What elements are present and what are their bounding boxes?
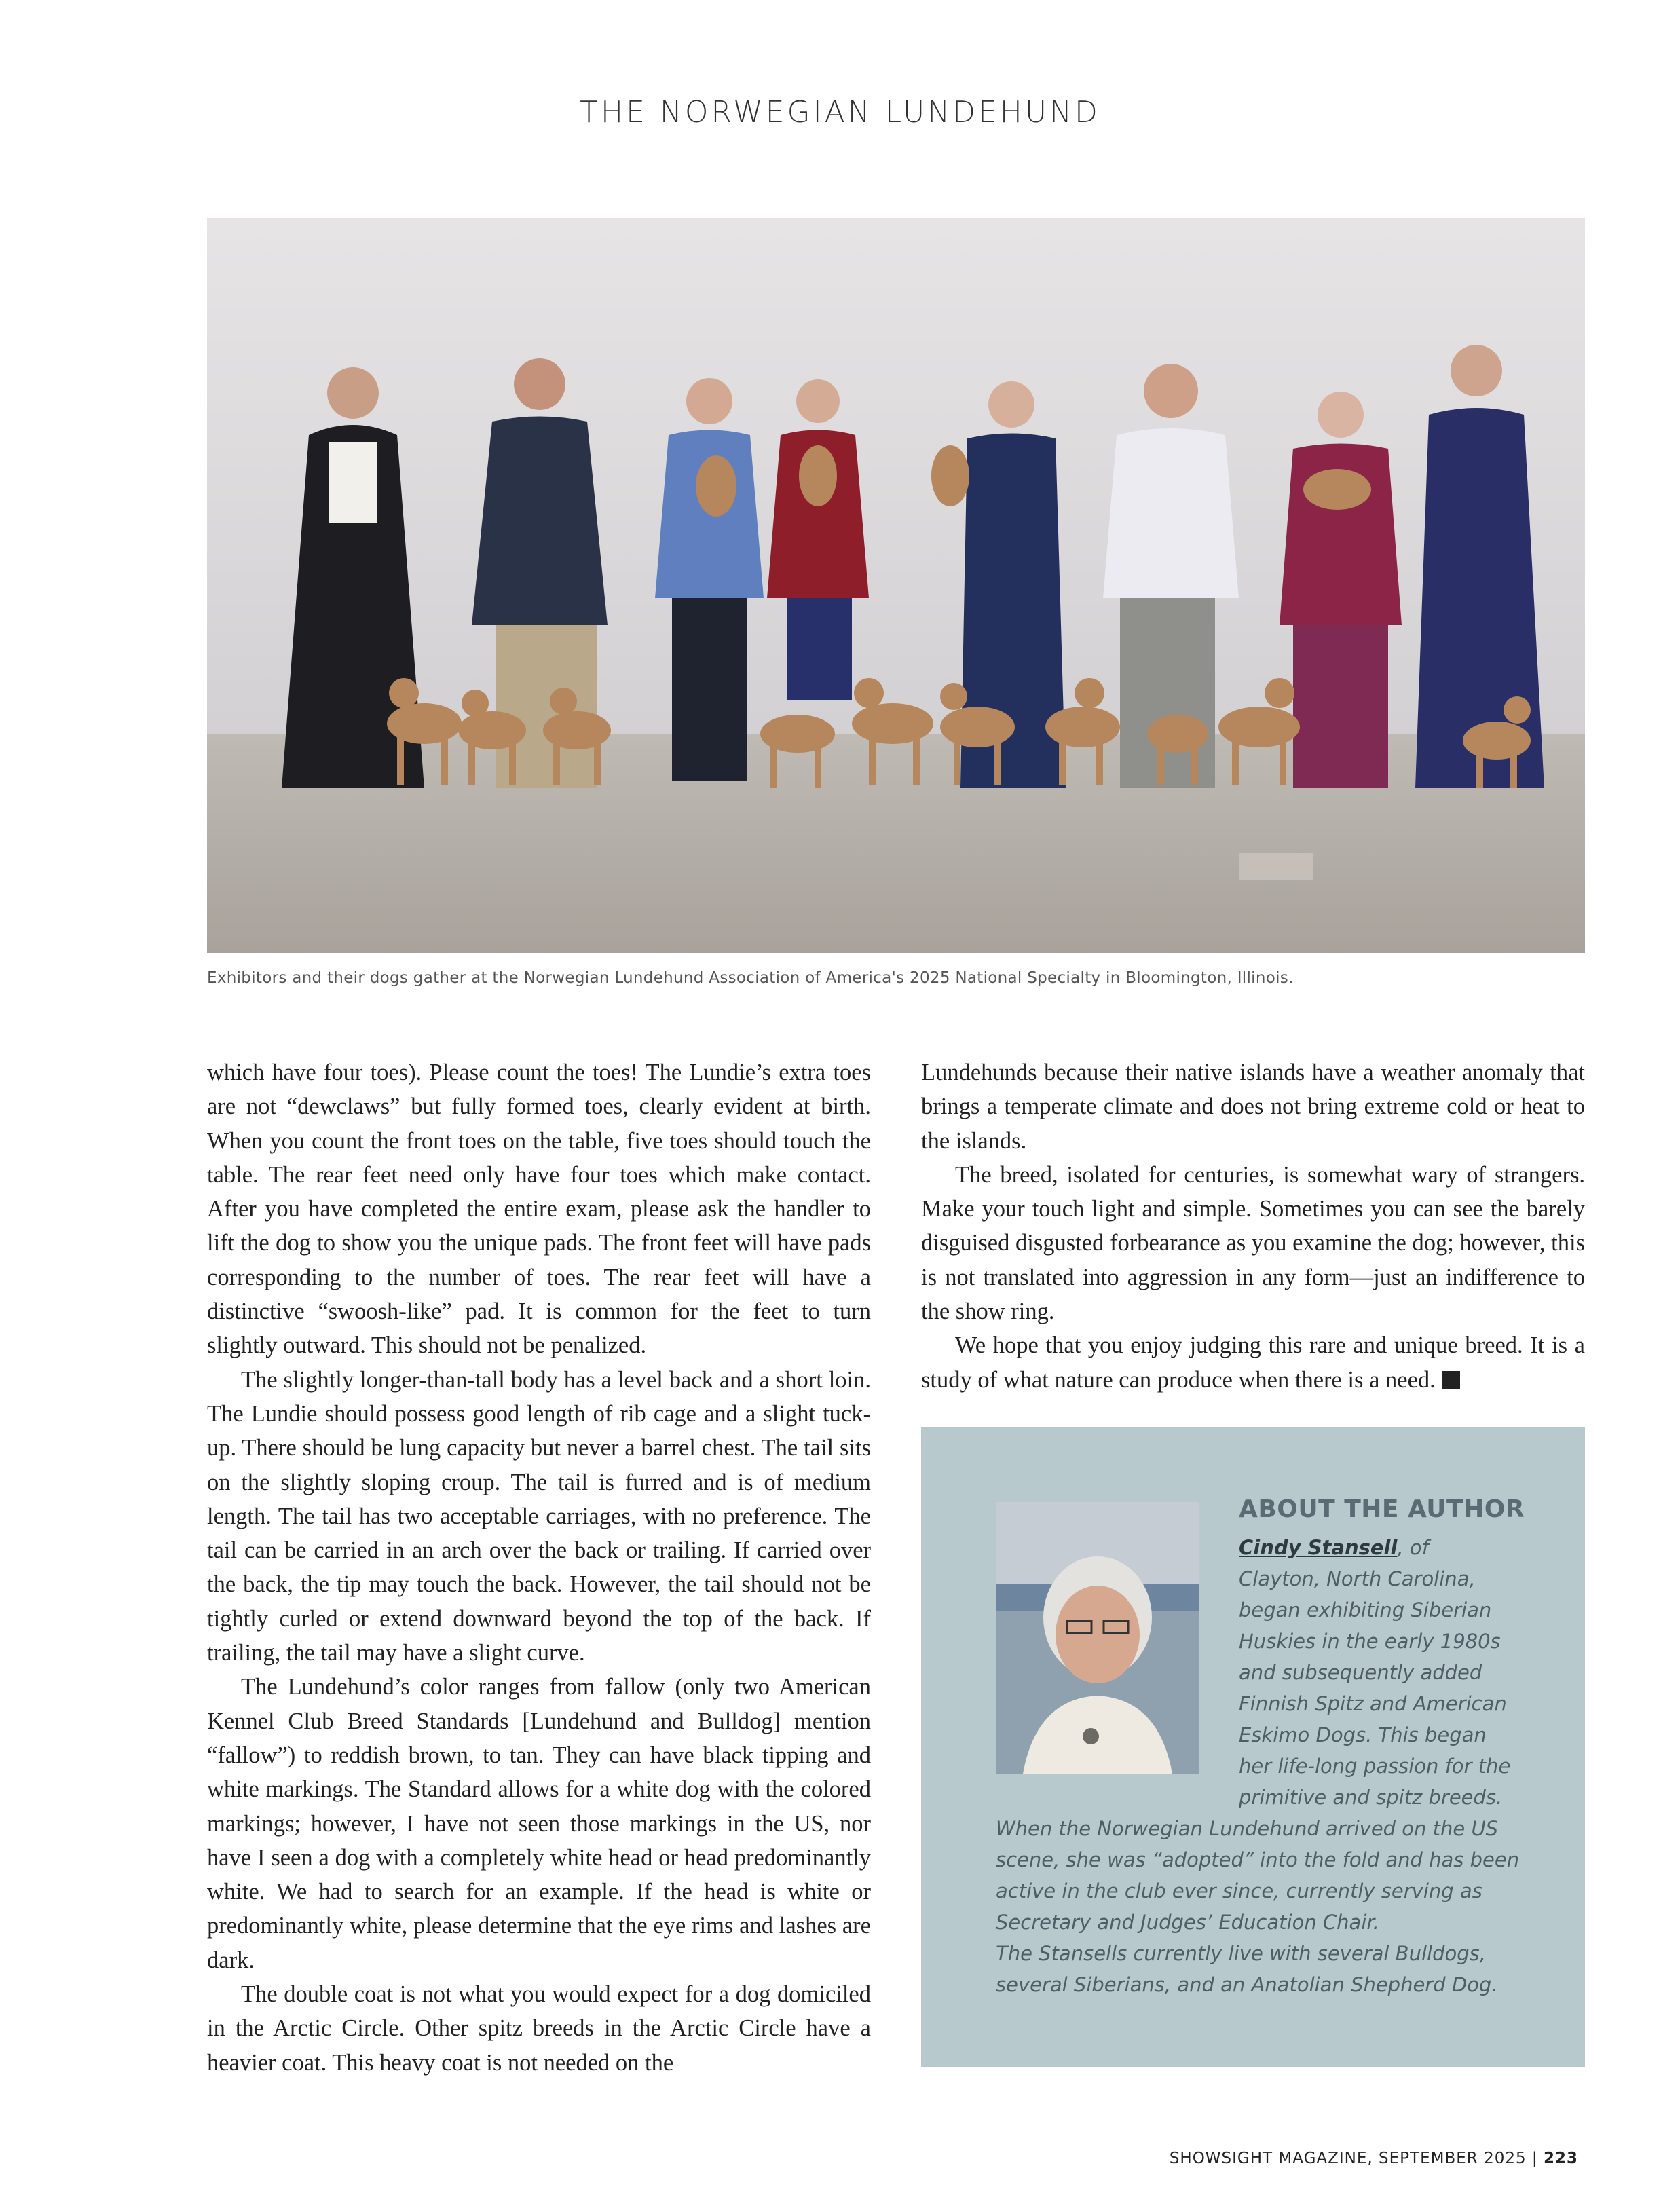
bio-line: Clayton, North Carolina, — [1239, 1567, 1476, 1590]
body-paragraph: The breed, isolated for centuries, is somewhat wary of strangers. Make your touch light and simple. Sometimes you can see the barely disguised disgusted forbearance as you examine the dog; however, this is not translated into aggression in any form—just an indifference to the show ring. — [921, 1161, 1585, 1325]
bio-line: Finnish Spitz and American — [1239, 1692, 1507, 1715]
about-author-heading: ABOUT THE AUTHOR — [1239, 1495, 1525, 1523]
body-paragraph: The slightly longer-than-tall body has a level back and a short loin. The Lundie should possess good length of rib cage and a slight tuck-up. There should be lung capacity but never a barrel chest. The tail sits on the slightly sloping croup. The tail is furred and is of medium length. The tail has two acceptable carriages, with no preference. The tail can be carried in an arch over the back or trailing. If carried over the back, the tip may touch the back. However, the tail should not be tightly curled or extend downward beyond the top of the back. If trailing, the tail may have a slight curve. — [207, 1366, 871, 1666]
bio-line: active in the club ever since, currently serving as — [996, 1879, 1482, 1903]
closing-sentence: We hope that you enjoy judging this rare and unique breed. It is a study of what nature can produce when there is a need. — [921, 1332, 1585, 1393]
bio-line: When the Norwegian Lundehund arrived on the US — [996, 1817, 1499, 1840]
author-bio — [996, 1532, 1532, 2000]
page-number: 223 — [1543, 2150, 1578, 2167]
about-author-box — [921, 1427, 1585, 2067]
article-right-column — [921, 1055, 1585, 1397]
body-paragraph: The double coat is not what you would expect for a dog domiciled in the Arctic Circle. Other spitz breeds in the Arctic Circle have a heavier coat. This heavy coat is not needed on the — [207, 1981, 871, 2076]
end-mark-icon — [1442, 1371, 1460, 1389]
body-paragraph: which have four toes). Please count the toes! The Lundie’s extra toes are not “dewclaws” but fully formed toes, clearly evident at birth. When you count the front toes on the table, five toes should touch the table. The rear feet need only have four toes which make contact. After you have completed the entire exam, please ask the handler to lift the dog to show you the unique pads. The front feet will have pads corresponding to the number of toes. The rear feet will have a distinctive “swoosh-like” pad. It is common for the feet to turn slightly outward. This should not be penalized. — [207, 1060, 871, 1359]
page-header-title: THE NORWEGIAN LUNDEHUND — [580, 95, 1100, 130]
bio-line: and subsequently added — [1239, 1661, 1482, 1684]
article-left-column — [207, 1055, 871, 2080]
bio-line: scene, she was “adopted” into the fold and has been — [996, 1848, 1520, 1871]
body-paragraph: Lundehunds because their native islands have a weather anomaly that brings a temperate climate and does not bring extreme cold or heat to the islands. — [921, 1060, 1585, 1154]
bio-line: began exhibiting Siberian — [1239, 1598, 1492, 1622]
publication-name: SHOWSIGHT MAGAZINE, SEPTEMBER 2025 — [1169, 2150, 1527, 2167]
bio-line: her life-long passion for the — [1239, 1755, 1511, 1778]
body-paragraph — [921, 1328, 1585, 1397]
bio-line: Huskies in the early 1980s — [1239, 1630, 1501, 1653]
bio-line: The Stansells currently live with several Bulldogs, — [996, 1942, 1486, 1965]
page-footer — [1170, 2150, 1578, 2167]
author-name-suffix: , of — [1397, 1536, 1429, 1559]
bio-line: Secretary and Judges’ Education Chair. — [996, 1911, 1379, 1934]
photo-caption: Exhibitors and their dogs gather at the Norwegian Lundehund Association of America's 2025 National Specialty in Bloomington, Illinois. — [207, 969, 1294, 987]
bio-line: several Siberians, and an Anatolian Shepherd Dog. — [996, 1973, 1498, 1996]
footer-separator: | — [1531, 2150, 1538, 2167]
bio-line: Eskimo Dogs. This began — [1239, 1723, 1487, 1746]
author-name: Cindy Stansell — [1239, 1536, 1398, 1559]
bio-line: primitive and spitz breeds. — [1239, 1786, 1503, 1809]
group-photo — [207, 218, 1585, 953]
body-paragraph: The Lundehund’s color ranges from fallow (only two American Kennel Club Breed Standards [Lundehund and Bulldog] mention “fallow”) to reddish brown, to tan. They can have black tipping and white markings. The Standard allows for a white dog with the colored markings; however, I have not seen those markings in the US, nor have I seen a dog with a completely white head or head predominantly white. We had to search for an example. If the head is white or predominantly white, please determine that the eye rims and lashes are dark. — [207, 1674, 871, 1973]
